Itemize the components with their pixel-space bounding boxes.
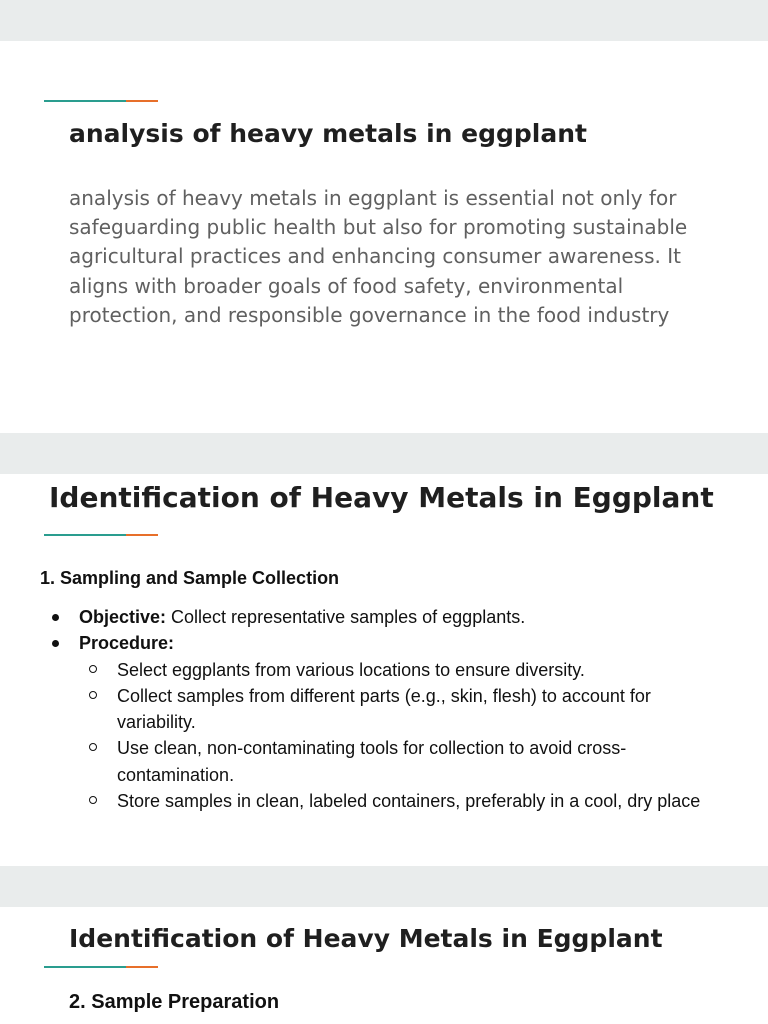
procedure-step: Use clean, non-contaminating tools for collection to avoid cross-contamination. — [0, 735, 717, 788]
page-gap-2 — [0, 866, 768, 907]
page-gap-top — [0, 0, 768, 41]
procedure-step: Store samples in clean, labeled containers, preferably in a cool, dry place — [0, 788, 717, 814]
bullet-list — [0, 604, 717, 814]
slide-1-title: analysis of heavy metals in eggplant — [69, 119, 587, 148]
list-item-objective — [0, 604, 717, 630]
slide-1-body-text: analysis of heavy metals in eggplant is essential not only for safeguarding public health but also for promoting sustainable agricultural practices and enhancing consumer awareness. It aligns with broader goals of food safety, environmental protection, and responsible governance in the food industry — [69, 186, 688, 327]
title-accent-line — [44, 100, 158, 102]
slide-2 — [0, 474, 768, 866]
title-accent-line — [44, 534, 158, 536]
page-gap-1 — [0, 433, 768, 474]
section-heading: 2. Sample Preparation — [69, 991, 280, 1013]
slide-1 — [0, 41, 768, 433]
slide-2-title: Identification of Heavy Metals in Eggplant — [49, 481, 714, 514]
objective-label: Objective: — [79, 607, 167, 627]
section-heading: 1. Sampling and Sample Collection — [40, 568, 340, 588]
slide-3-title: Identification of Heavy Metals in Eggplant — [69, 924, 663, 953]
title-accent-line — [44, 966, 158, 968]
slide-3 — [0, 907, 768, 1024]
procedure-step: Collect samples from different parts (e.g., skin, flesh) to account for variability. — [0, 683, 717, 736]
procedure-label: Procedure: — [79, 633, 175, 654]
objective-text: Collect representative samples of eggplants. — [166, 607, 526, 627]
list-item-procedure — [0, 630, 717, 656]
procedure-step: Select eggplants from various locations to ensure diversity. — [0, 657, 717, 683]
